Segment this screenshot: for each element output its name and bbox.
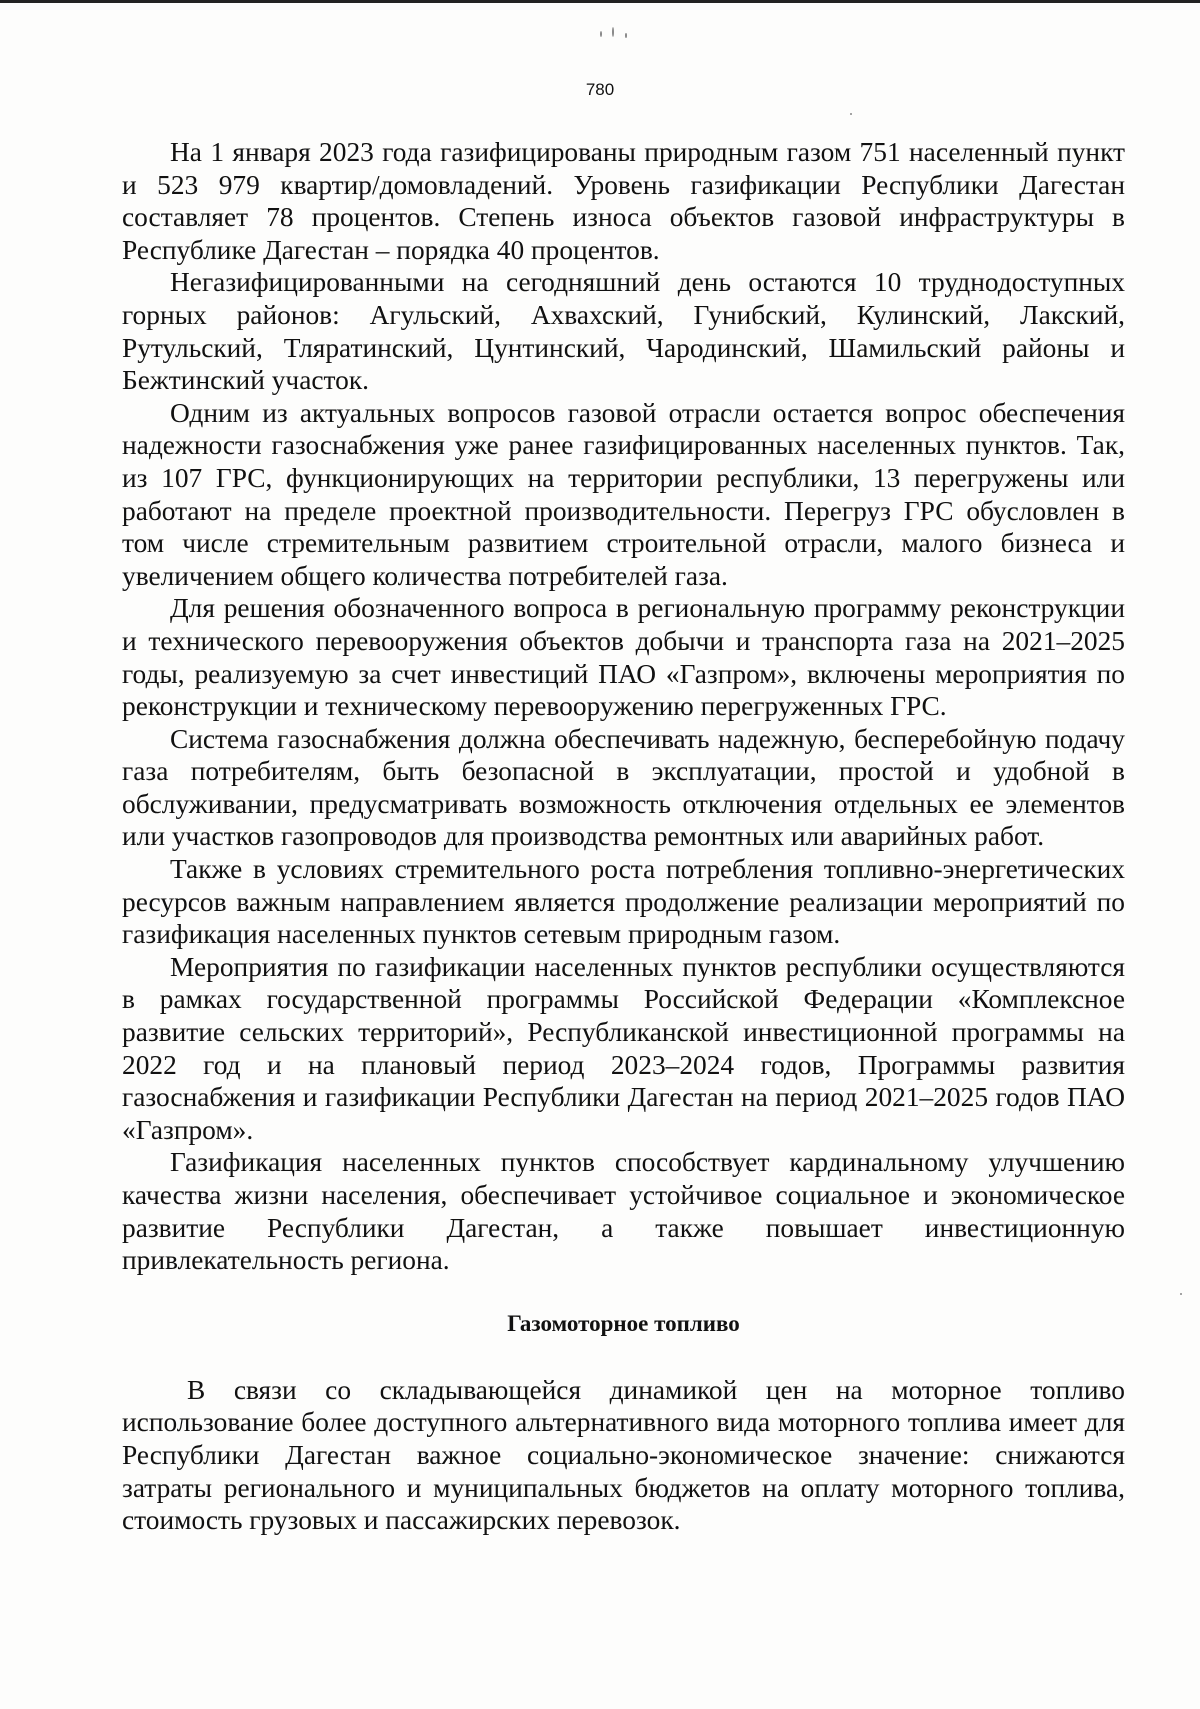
paragraph-gasification-level: На 1 января 2023 года газифицированы природным газом 751 населенный пункт и 523 979 квартир/домовладений. Уровень газификации Республики Дагестан составляет 78 процентов. Степень износа объектов газовой инфраструктуры в Республике Дагестан – порядка 40 процентов. [122,137,1125,265]
scan-artifact [625,33,627,38]
paragraph-growth-conditions: Также в условиях стремительного роста потребления топливно-энергетических ресурсов важным направлением является продолжение реализации мероприятий по газификация населенных пунктов сетевым природным газом. [122,854,1125,950]
scan-artifact [600,31,602,37]
section-heading: Газомоторное топливо [507,1310,740,1336]
paragraph-reconstruction-program: Для решения обозначенного вопроса в региональную программу реконструкции и технического перевооружения объектов добычи и транспорта газа на 2021–2025 годы, реализуемую за счет инвестиций ПАО «Газпром», включены мероприятия по реконструкции и техническому перевооружению перегруженных ГРС. [122,593,1125,722]
scan-artifact [612,27,614,37]
paragraph-motor-fuel: В связи со складывающейся динамикой цен на моторное топливо использование более доступного альтернативного вида моторного топлива имеет для Республики Дагестан важное социально-экономическое значение: снижаются затраты регионального и муниципальных бюджетов на оплату моторного топлива, стоимость грузовых и пассажирских перевозок. [122,1374,1125,1536]
paragraph-benefits: Газификация населенных пунктов способствует кардинальному улучшению качества жизни населения, обеспечивает устойчивое социальное и экономическое развитие Республики Дагестан, а также повышает инвестиционную привлекательность региона. [122,1147,1125,1276]
paragraph-ungasified-districts: Негазифицированными на сегодняшний день остаются 10 труднодоступных горных районов: Агульский, Ахвахский, Гунибский, Кулинский, Лакский, Рутульский, Тляратинский, Цунтинский, Чародинский, Шамильский районы и Бежтинский участок. [122,267,1125,396]
paragraph-supply-system: Система газоснабжения должна обеспечивать надежную, бесперебойную подачу газа потребителям, быть безопасной в эксплуатации, простой и удобной в обслуживании, предусматривать возможность отключения отдельных ее элементов или участков газопроводов для производства ремонтных или аварийных работ. [122,723,1125,852]
scan-artifact [1180,1293,1182,1295]
scan-artifact [850,113,852,115]
paragraph-programs: Мероприятия по газификации населенных пунктов республики осуществляются в рамках государственной программы Российской Федерации «Комплексное развитие сельских территорий», Республиканской инвестиционной программы на 2022 год и на плановый период 2023–2024 годов, Программы развития газоснабжения и газификации Республики Дагестан на период 2021–2025 годов ПАО «Газпром». [122,951,1125,1145]
page-number: 780 [585,80,615,99]
document-body [122,136,1125,1537]
paragraph-reliability: Одним из актуальных вопросов газовой отрасли остается вопрос обеспечения надежности газоснабжения уже ранее газифицированных населенных пунктов. Так, из 107 ГРС, функционирующих на территории республики, 13 перегружены или работают на пределе проектной производительности. Перегруз ГРС обусловлен в том числе стремительным развитием строительной отрасли, малого бизнеса и увеличением общего количества потребителей газа. [122,397,1125,591]
